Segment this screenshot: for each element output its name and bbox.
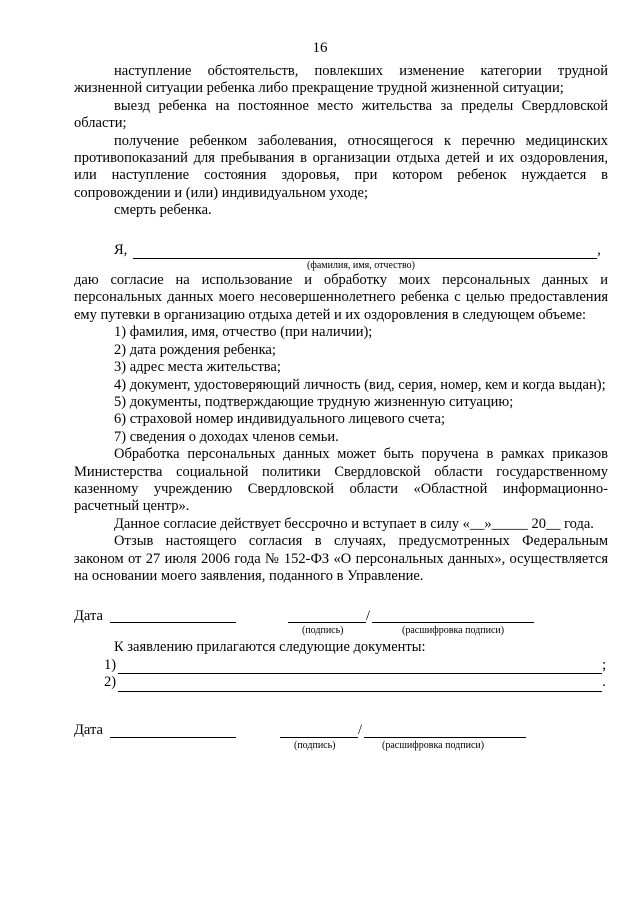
signature-field[interactable] bbox=[288, 607, 366, 623]
paragraph-disease: получение ребенком заболевания, относящегося к перечню медицинских противопоказаний для пребывания в организации отдыха детей и их оздоровления, или наступление состояния здоровья, при котором ребенок нуждается в сопровождении и (или) индивидуальном уходе; bbox=[74, 132, 608, 201]
date-label: Дата bbox=[74, 722, 103, 739]
consent-name-line bbox=[74, 242, 608, 259]
full-name-field[interactable] bbox=[133, 243, 597, 259]
date-field[interactable] bbox=[110, 722, 236, 738]
attachment-row-2 bbox=[74, 674, 608, 691]
slash: / bbox=[358, 722, 363, 739]
signature-hint: (подпись) bbox=[302, 625, 344, 637]
attachment-field-2[interactable] bbox=[118, 676, 602, 692]
list-item: 3) адрес места жительства; bbox=[114, 359, 281, 376]
date-field[interactable] bbox=[110, 607, 236, 623]
attachments-heading: К заявлению прилагаются следующие документы: bbox=[114, 639, 426, 656]
list-item: 4) документ, удостоверяющий личность (вид, серия, номер, кем и когда выдан); bbox=[114, 376, 606, 393]
document-body bbox=[74, 63, 608, 753]
list-item: 5) документы, подтверждающие трудную жизненную ситуацию; bbox=[114, 393, 514, 410]
revocation-paragraph: Отзыв настоящего согласия в случаях, предусмотренных Федеральным законом от 27 июля 2006 года № 152-ФЗ «О персональных данных», осуществляется на основании моего заявления, поданного в Управление. bbox=[74, 533, 608, 584]
attachment-row-1 bbox=[74, 657, 608, 674]
paragraph-relocation: выезд ребенка на постоянное место жительства за пределы Свердловской области; bbox=[74, 97, 608, 132]
consent-text: даю согласие на использование и обработку моих персональных данных и персональных данных моего несовершеннолетнего ребенка с целью предоставления ему путевки в организацию отдыха детей и их оздоровления в следующем объеме: bbox=[74, 272, 608, 323]
attachment-end-2: . bbox=[602, 674, 606, 691]
signature-row-1 bbox=[74, 607, 608, 625]
ya-label: Я, bbox=[114, 241, 128, 258]
list-item: 1) фамилия, имя, отчество (при наличии); bbox=[114, 324, 373, 341]
list-item: 6) страховой номер индивидуального лицевого счета; bbox=[114, 411, 445, 428]
signature-row-2 bbox=[74, 722, 608, 740]
attachment-label-2: 2) bbox=[104, 674, 117, 691]
page-number: 16 bbox=[312, 40, 328, 56]
full-name-hint: (фамилия, имя, отчество) bbox=[307, 260, 415, 272]
decoding-hint: (расшифровка подписи) bbox=[402, 625, 505, 637]
validity-paragraph: Данное согласие действует бессрочно и вступает в силу «__»_____ 20__ года. bbox=[114, 515, 594, 532]
decoding-hint: (расшифровка подписи) bbox=[382, 739, 485, 751]
ya-end: , bbox=[597, 241, 601, 258]
processing-paragraph: Обработка персональных данных может быть поручена в рамках приказов Министерства социальной политики Свердловской области государственному казенному учреждению Свердловской области «Областной информационно-расчетный центр». bbox=[74, 446, 608, 515]
list-item: 7) сведения о доходах членов семьи. bbox=[114, 428, 339, 445]
signature-hint: (подпись) bbox=[294, 739, 336, 751]
list-item: 2) дата рождения ребенка; bbox=[114, 341, 276, 358]
signature-field[interactable] bbox=[280, 722, 358, 738]
attachment-end-1: ; bbox=[602, 656, 607, 673]
data-items-list bbox=[74, 324, 608, 446]
decoding-field[interactable] bbox=[364, 722, 526, 738]
paragraph-death: смерть ребенка. bbox=[114, 202, 212, 219]
decoding-field[interactable] bbox=[372, 607, 534, 623]
paragraph-circumstances: наступление обстоятельств, повлекших изменение категории трудной жизненной ситуации ребенка либо прекращение трудной жизненной ситуации; bbox=[74, 63, 608, 97]
slash: / bbox=[366, 607, 371, 624]
attachment-field-1[interactable] bbox=[118, 658, 602, 674]
attachment-label-1: 1) bbox=[104, 656, 117, 673]
date-label: Дата bbox=[74, 607, 103, 624]
